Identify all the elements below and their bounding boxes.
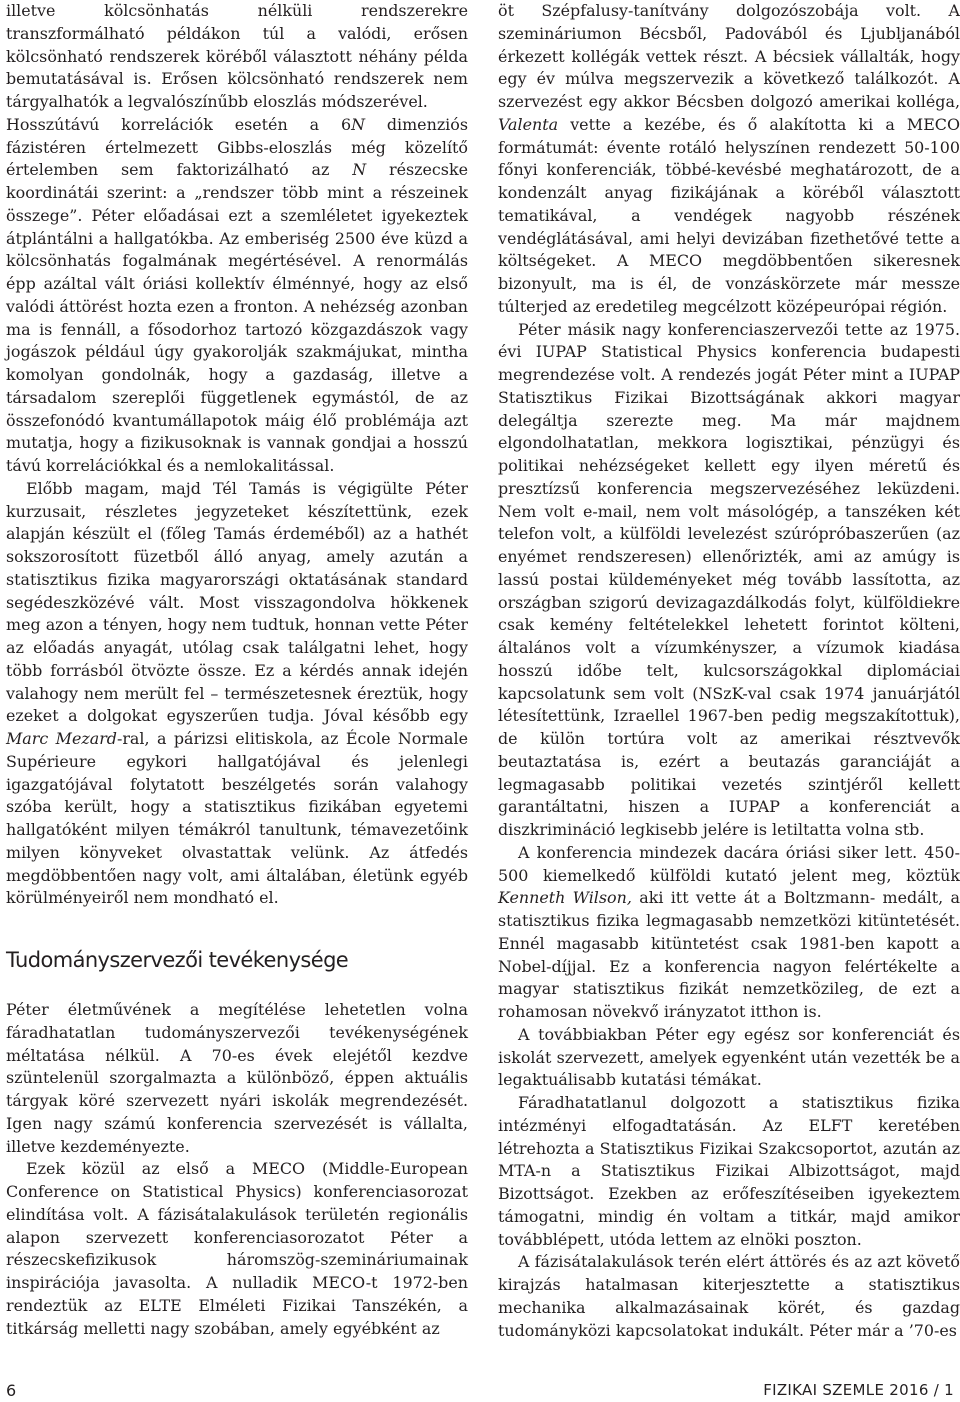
paragraph-organizer: Péter életművének a megítélése lehetetlen volna fáradhatatlan tudományszervezői tevékenységének méltatása nélkül. A 70-es évek elejétől kezdve szüntelenül szorgalmazta a különböző, éppen aktuális tárgyak köré szervezett nyári iskolák megrendezését. Igen nagy számú konferencia szervezését is vállalta, illetve kezdeményezte. <box>6 1000 468 1156</box>
text-run: -ral, a párizsi elitiskola, az École Normale Supérieure egykori hallgatójával és jelenlegi igazgatójával folytatott beszélgetés során valahogy szóba került, hogy a statisztikus fizikában egyetemi hallgatóként milyen témákról tanultunk, témavezetőink milyen könyveket olvastattak velünk. Az átfedés megdöbbentően nagy volt, ami általában, életünk egyéb körülményeiről nem mondható el. <box>6 729 468 908</box>
text-run: Előbb magam, majd Tél Tamás is végigülte Péter kurzusait, részletes jegyzeteket készítettünk, ezek alapján készült el (főleg Tamás érdeméből) az a hathét sokszorosított füzetből álló anyag, amely azután a statisztikus fizika magyarországi oktatásának standard segédeszközévé vált. Most visszagondolva hökkenek meg azon a tényen, hogy nem tudtuk, honnan vette Péter az előadás anyagát, utólag csak találgatni lehet, hogy több forrásból ötvözte össze. Ez a kérdés annak idején valahogy nem merült fel – természetesnek éreztük, hogy ezeket a dolgokat egyszerűen tudja. Jóval később egy <box>6 478 468 726</box>
text-run: öt Szépfalusy-tanítvány dolgozószobája volt. A szemináriumon Bécsből, Padovából és Ljubljanából érkezett kollégák vettek részt. A bécsiek vállalták, hogy egy év múlva megszervezik a következő találkozót. A szervezést egy akkor Bécsben dolgozó amerikai kolléga, <box>498 1 960 111</box>
paragraph-correlations <box>6 114 468 478</box>
variable-n: N <box>352 160 367 180</box>
paragraph-phase-transitions: A fázisátalakulások terén elért áttörés és az azt követő kirajzás hatalmasan kiterjesztette a statisztikus mechanika alkalmazásainak körét, és gazdag tudományközi kapcsolatokat indukált. Péter már a ’70-es <box>498 1252 960 1340</box>
paragraph-schools: A továbbiakban Péter egy egész sor konferenciát és iskolát szervezett, amelyek egyenként után vezették be a legaktuálisabb kutatási témákat. <box>498 1024 960 1090</box>
paragraph-meco: Ezek közül az első a MECO (Middle-European Conference on Statistical Physics) konferenciasorozat elindítása volt. A fázisátalakulások területén regionális alapon szervezett konferenciasorozatot Péter a részecskefizikusok háromszög-szemináriumainak inspirációja javasolta. A nulladik MECO-t 1972-ben rendeztük az ELTE Elméleti Fizikai Tanszékén, a titkárság melletti nagy szobában, amely egyébként az <box>6 1159 468 1338</box>
text-run: dimenziós fázistéren értelmezett Gibbs-eloszlás még közelítő értelemben sem faktorizálható az <box>6 114 468 180</box>
person-name: Kenneth Wilson, <box>498 888 632 908</box>
section-heading: Tudományszervezői tevékenysége <box>6 948 349 972</box>
text-run: A konferencia mindezek dacára óriási siker lett. 450-500 kiemelkedő külföldi kutató jelent meg, köztük <box>498 842 960 885</box>
journal-name: FIZIKAI SZEMLE 2016 / 1 <box>763 1381 954 1399</box>
paragraph-meco-continued <box>498 0 960 319</box>
text-run: vette a kezébe, és ő alakította ki a MECO formátumát: évente rotáló helyszínen rendezett 50-100 főnyi konferenciák, többé-kevésbé meghatározott, de a kondenzált anyag fizikájának a köréből választott tematikával, a vendégek nagyobb részének vendéglátásával, ami helyi devizában fizethetővé tette a költségeket. A MECO megdöbbentően sikeresnek bizonyult, ma is él, de vonzáskörzete már messze túlterjed az eredetileg megcélzott középeurópai régión. <box>498 114 960 316</box>
page-number: 6 <box>6 1381 17 1400</box>
text-run: részecske koordinátái szerint: a „rendszer több mint a részeinek összege”. Péter előadásai ezt a szemléletet igyekeztek átplántálni a hallgatókba. Az emberiség 2500 éve küzd a kölcsönhatás fogalmának megértésével. A renormálás épp azáltal vált óriási kollektív élménnyé, hogy az első valódi áttörést hozta ezen a fronton. A nehézség azonban ma is fennáll, a fősodorhoz tartozó közgazdászok vagy jogászok például úgy gyakorolják szakmájukat, mintha komolyan gondolnák, hogy a gazdaság, illetve a társadalom szereplői függetlenek egymástól, de az összefonódó kvantumállapotok máig élő problémája azt mutatja, hogy a fizikusoknak is vannak gondjai a hosszú távú korrelációkkal és a nemlokalitással. <box>6 160 468 475</box>
left-column <box>6 0 468 1340</box>
right-column <box>498 0 960 1342</box>
person-name: Valenta <box>498 114 559 134</box>
person-name: Marc Mezard <box>6 729 117 748</box>
paragraph-1: illetve kölcsönhatás nélküli rendszerekre transzformálható példákon túl a valódi, erősen kölcsönható rendszerek köréből választott néhány példa bemutatásával is. Erősen kölcsönható rendszerek nem tárgyalhatók a legvalószínűbb eloszlás módszerével. <box>6 1 468 111</box>
variable-n: N <box>351 114 365 134</box>
paragraph-success <box>498 842 960 1024</box>
paragraph-courses <box>6 478 468 910</box>
paragraph-institutions: Fáradhatatlanul dolgozott a statisztikus fizika intézményi elfogadtatásán. Az ELFT keretében létrehozta a Statisztikus Fizikai Szakcsoportot, azután az MTA-n a Statisztikus Fizikai Albizottságot, majd Bizottságot. Ezekben az erőfeszítéseiben igyekeztem támogatni, mindig én voltam a titkár, majd amikor továbblépett, utóda lettem az elnöki poszton. <box>498 1093 960 1249</box>
spacer <box>6 910 468 948</box>
page-footer <box>0 1381 960 1401</box>
text-run: aki itt vette át a Boltzmann- medált, a statisztikus fizika legmagasabb nemzetközi kitüntetését. Ennél magasabb kitüntetést csak 1981-ben kapott a Nobel-díjjal. Ez a konferencia nagyon felértékelte a magyar statisztikus fizikát nemzetközileg, de ezt a rohamosan növekvő irányzatot itthon is. <box>498 888 960 1021</box>
text-run: Hosszútávú korrelációk esetén a 6 <box>6 114 352 134</box>
paragraph-iupap: Péter másik nagy konferenciaszervezői tette az 1975. évi IUPAP Statistical Physics konferencia budapesti megrendezése volt. A rendezés jogát Péter mint a IUPAP Statisztikus Fizikai Bizottságának akkori magyar delegáltja szerezte meg. Ma már majdnem elgondolhatatlan, mekkora logisztikai, pénzügyi és politikai nehézségeket kellett egy ilyen méretű és presztízsű konferencia megszervezéséhez leküzdeni. Nem volt e-mail, nem volt másológép, a tanszéken két telefon volt, a külföldi levelezést szúrópróbaszerűen (az enyémet rendszeresen) ellenőrizték, ami az amúgy is lassú postai küldeményeket még tovább lassította, az országban szigorú devizagazdálkodás folyt, külföldiekre csak kemény feltételekkel lehetett forintot költeni, általános volt a vízumkényszer, a vízumok kiadása hosszú időbe telt, kulcsországokkal diplomáciai kapcsolatunk sem volt (NSzK-val csak 1974 januárjától létesítettünk, Izraellel 1967-ben pedig megszakítottuk), de külön tortúra volt az amerikai résztvevők beutaztatása is, ezért a beutazás garanciáját a legmagasabb politikai vezetés szintjéről kellett garantáltatni, hiszen a IUPAP a konferenciát a diszkrimináció legkisebb jelére is letiltatta volna stb. <box>498 319 960 839</box>
